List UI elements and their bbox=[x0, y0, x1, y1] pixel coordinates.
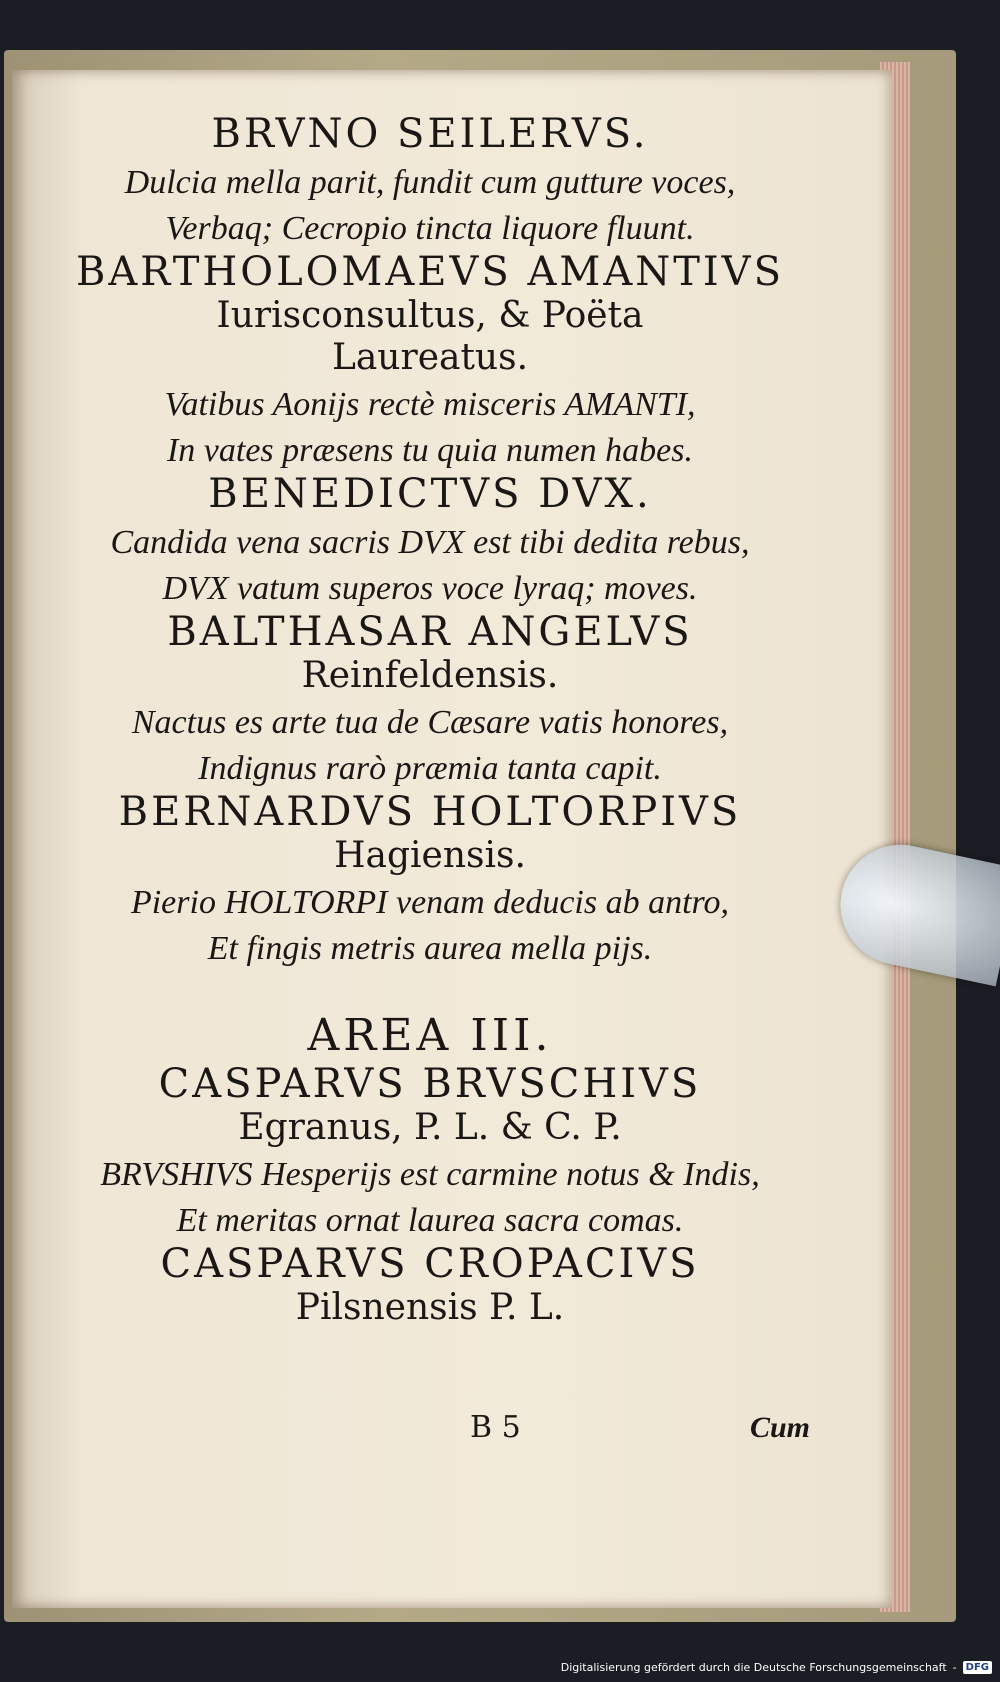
entry-name: CASPARVS CROPACIVS bbox=[160, 1241, 700, 1287]
page-text bbox=[30, 108, 830, 1326]
page-footer bbox=[470, 1410, 810, 1445]
entry-verse: Indignus rarò præmia tanta capit. bbox=[198, 750, 662, 787]
entry-subtitle: Egranus, P. L. & C. P. bbox=[238, 1107, 622, 1148]
entry-subtitle: Hagiensis. bbox=[334, 835, 526, 876]
entry-name: BALTHASAR ANGELVS bbox=[167, 609, 693, 655]
entry-verse: Pierio HOLTORPI venam deducis ab antro, bbox=[130, 884, 730, 921]
entry-verse: Candida vena sacris DVX est tibi dedita rebus, bbox=[110, 524, 750, 561]
entry-name: BARTHOLOMAEVS AMANTIVS bbox=[76, 249, 784, 295]
digitization-credit: Digitalisierung gefördert durch die Deutsche Forschungsgemeinschaft - DFG bbox=[561, 1656, 992, 1678]
entry-subtitle: Laureatus. bbox=[331, 337, 529, 378]
entry-name: BENEDICTVS DVX. bbox=[208, 471, 652, 517]
credit-text: Digitalisierung gefördert durch die Deutsche Forschungsgemeinschaft bbox=[560, 1660, 947, 1674]
entry-subtitle: Reinfeldensis. bbox=[301, 655, 559, 696]
entry-subtitle: Pilsnensis P. L. bbox=[295, 1287, 565, 1328]
entry-name: BRVNO SEILERVS. bbox=[211, 111, 649, 157]
entry-name: BERNARDVS HOLTORPIVS bbox=[118, 789, 742, 835]
entry-verse: BRVSHIVS Hesperijs est carmine notus & Indis, bbox=[100, 1156, 760, 1193]
entry-verse: Dulcia mella parit, fundit cum gutture voces, bbox=[124, 164, 736, 201]
section-heading: AREA III. bbox=[307, 1010, 553, 1061]
entry-subtitle: Iurisconsultus, & Poëta bbox=[216, 295, 644, 336]
entry-verse: Et meritas ornat laurea sacra comas. bbox=[176, 1202, 684, 1239]
entry-verse: Nactus es arte tua de Cæsare vatis honores, bbox=[131, 704, 729, 741]
entry-verse: Verbaq; Cecropio tincta liquore fluunt. bbox=[165, 210, 695, 247]
signature-mark: B 5 bbox=[470, 1410, 521, 1445]
entry-verse: In vates præsens tu quia numen habes. bbox=[166, 432, 693, 469]
entry-verse: DVX vatum superos voce lyraq; moves. bbox=[162, 570, 698, 607]
entry-name: CASPARVS BRVSCHIVS bbox=[158, 1061, 702, 1107]
dfg-logo: DFG bbox=[963, 1661, 992, 1674]
catchword: Cum bbox=[749, 1411, 810, 1444]
entry-verse: Et fingis metris aurea mella pijs. bbox=[207, 930, 653, 967]
entry-verse: Vatibus Aonijs rectè misceris AMANTI, bbox=[164, 386, 696, 423]
